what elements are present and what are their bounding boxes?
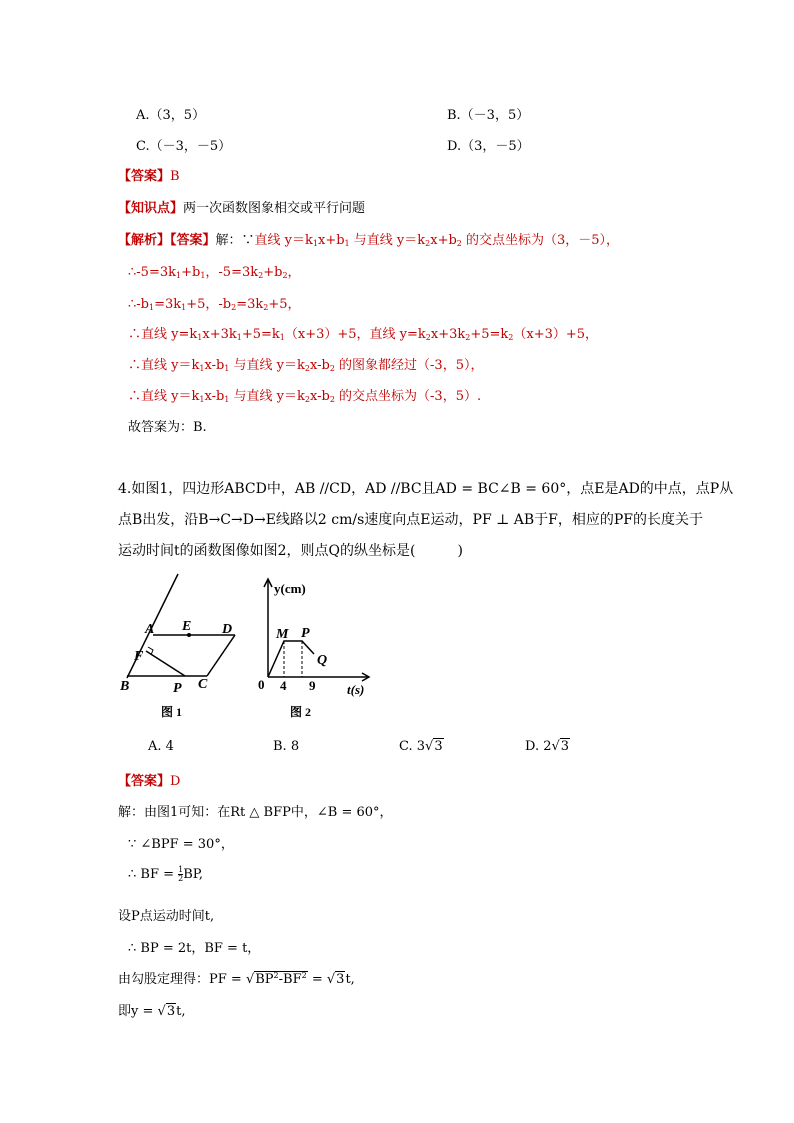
sqrt-symbol: √3	[551, 739, 570, 754]
label-b: B	[120, 679, 130, 694]
q3-analysis-line-4: ∴直线 $y=k_1x+3k_1+5=k_1(x+3)+5$，直线 $y=k_2x+3k_2+5=k_2(x+3)+5$，	[128, 327, 599, 342]
q3-conclusion: 故答案为：B.	[128, 420, 207, 435]
origin-label: 0	[258, 677, 265, 692]
sqrt-symbol: √3	[326, 972, 345, 987]
label-p-graph: P	[301, 626, 310, 641]
sqrt-symbol: √3	[425, 739, 443, 754]
q3-analysis-line-6: ∴直线 $y=k_1x-b_1$ 与直线 $y=k_2x-b_2$ 的交点坐标为（-3，5）.	[128, 389, 482, 404]
q4-solution-line-5: ∴ BP = 2t，BF = t，	[128, 941, 261, 956]
tick-label-4: 4	[280, 678, 287, 693]
q4-stem-line-3: 运动时间t的函数图像如图2，则点Q的纵坐标是( )	[118, 543, 463, 559]
label-f: F	[134, 649, 144, 664]
q4-answer: 【答案】D	[118, 774, 181, 789]
q3-analysis-line-2: $\therefore-5=3k_1+b_1$，$-5=3k_2+b_2$，	[128, 265, 301, 280]
q4-solution-line-6: 由勾股定理得：PF = $√BP^2-BF^2 = √3t$,	[118, 971, 355, 987]
q4-solution-line-3: ∴ BF = $\frac{1}{2}$ BP,	[128, 865, 204, 883]
fraction-one-half: $\frac{1}{2}$	[178, 865, 184, 883]
label-q: Q	[317, 653, 328, 668]
figure-2-caption: 图 2	[290, 705, 312, 719]
radicand-bp-bf: $BP^2-BF^2$	[255, 971, 307, 987]
q3-analysis-line-1: 【解析】【答案】解：∵直线 $y=k_1x+b_1$ 与直线 $y=k_2x+b_2$ 的交点坐标为（3，－5），	[118, 233, 620, 248]
y-axis-label: y(cm)	[274, 581, 306, 596]
label-e: E	[182, 619, 192, 634]
q4-option-d: D. 2√3	[525, 739, 570, 754]
q3-answer: 【答案】B	[118, 169, 180, 184]
q3-analysis-line-5: ∴直线 $y=k_1x-b_1$ 与直线 $y=k_2x-b_2$ 的图象都经过（-3，5），	[128, 358, 484, 373]
q4-solution-line-7: 即y = √3t,	[118, 1004, 186, 1019]
q3-knowledge-point: 【知识点】两一次函数图象相交或平行问题	[118, 201, 366, 216]
label-m: M	[276, 627, 289, 642]
segment-cd	[207, 635, 235, 676]
figure-1-parallelogram	[115, 568, 245, 723]
label-p: P	[173, 681, 182, 696]
q3-option-c: C.（－3，－5）	[136, 139, 232, 154]
q3-option-a: A.（3，5）	[136, 108, 206, 123]
q4-option-b: B. 8	[273, 739, 300, 754]
figure-1-caption: 图 1	[161, 705, 183, 719]
q4-stem-line-2: 点B出发，沿B→C→D→E线路以2 cm/s速度向点E运动，PF ⊥ AB于F，相应的PF的长度关于	[118, 512, 703, 528]
function-graph	[268, 641, 314, 677]
q4-option-a: A. 4	[148, 739, 174, 754]
tick-label-9: 9	[309, 678, 316, 693]
figure-2-graph	[248, 575, 378, 725]
q3-analysis-line-3: $\therefore-b_1=3k_1+5$，$-b_2=3k_2+5$，	[128, 297, 301, 312]
label-d: D	[222, 622, 233, 637]
label-c: C	[198, 677, 208, 692]
q4-solution-line-4: 设P点运动时间t,	[118, 909, 215, 924]
label-a: A	[145, 622, 155, 637]
q4-solution-line-2: ∵ ∠BPF = 30°，	[128, 837, 234, 852]
q3-option-b: B.（－3，5）	[447, 108, 530, 123]
sqrt-symbol: $√BP^2-BF^2$	[245, 971, 307, 987]
sqrt-symbol: √3	[157, 1004, 176, 1019]
q4-stem-line-1: 4.如图1，四边形ABCD中，AB //CD，AD //BC且AD = BC∠B = 60°，点E是AD的中点，点P从	[118, 481, 734, 497]
q4-option-c: C. 3√3	[399, 739, 443, 754]
q3-option-d: D.（3，－5）	[447, 139, 530, 154]
q4-solution-line-1: 解：由图1可知：在Rt △ BFP中，∠B = 60°，	[118, 805, 393, 820]
segment-fp	[146, 651, 185, 676]
x-axis-label: t(s)	[347, 682, 365, 697]
